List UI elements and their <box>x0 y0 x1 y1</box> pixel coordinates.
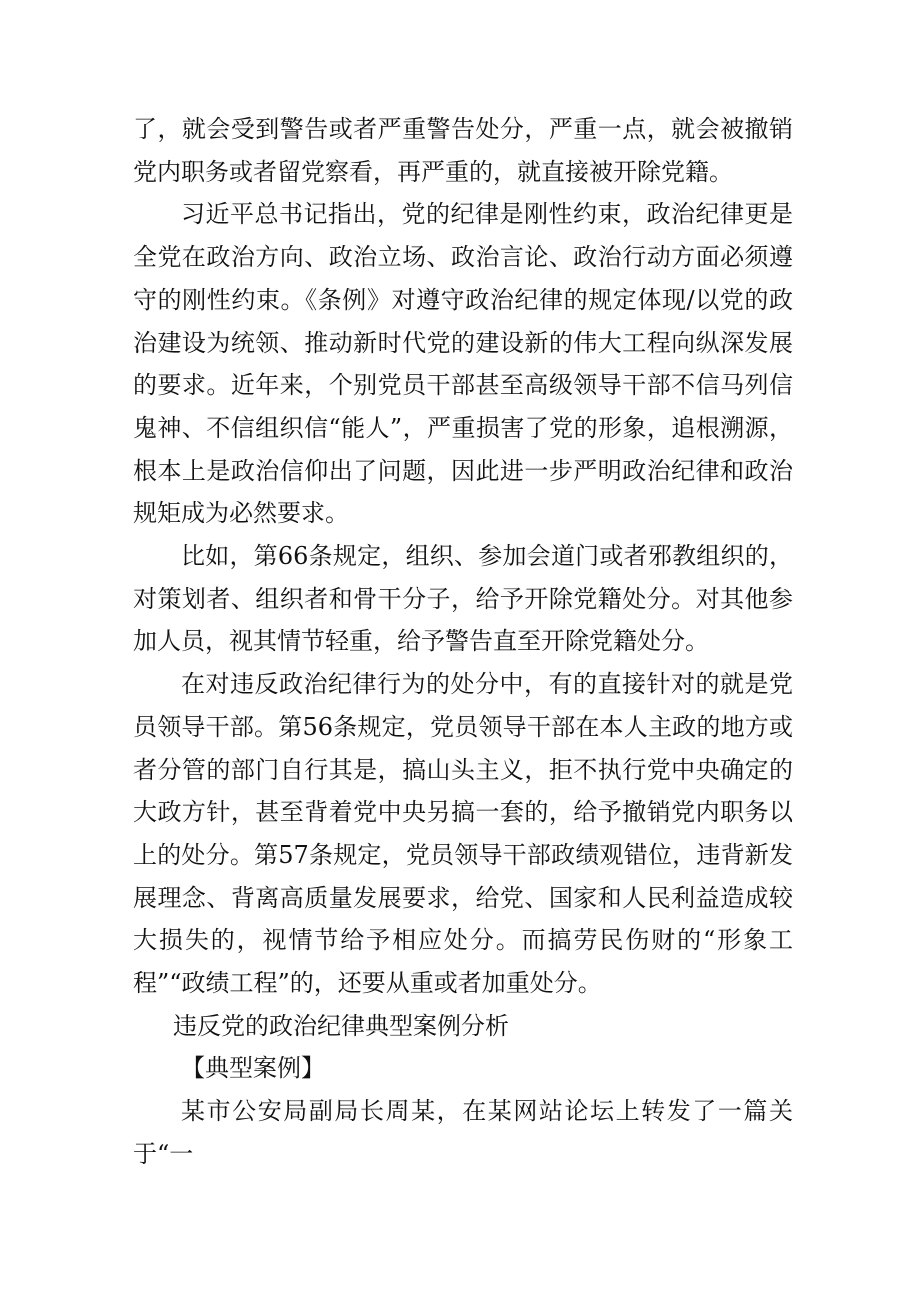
case-label: 【典型案例】 <box>181 1054 325 1083</box>
paragraph-article-66: 比如，第66条规定，组织、参加会道门或者邪教组织的，对策划者、组织者和骨干分子，给予开除党籍处分。对其他参加人员，视其情节轻重，给予警告直至开除党籍处分。 <box>133 542 793 656</box>
paragraph-case-text: 某市公安局副局长周某，在某网站论坛上转发了一篇关于“一 <box>133 1097 793 1168</box>
paragraph-continuation: 了，就会受到警告或者严重警告处分，严重一点，就会被撤销党内职务或者留党察看，再严重的，就直接被开除党籍。 <box>133 115 793 186</box>
document-body <box>133 108 793 1176</box>
paragraph-leading-cadres: 在对违反政治纪律行为的处分中，有的直接针对的就是党员领导干部。第56条规定，党员领导干部在本人主政的地方或者分管的部门自行其是，搞山头主义，拒不执行党中央确定的大政方针，甚至背着党中央另搞一套的，给予撤销党内职务以上的处分。第57条规定，党员领导干部政绩观错位，违背新发展理念、背离高质量发展要求，给党、国家和人民利益造成较大损失的，视情节给予相应处分。而搞劳民伤财的“形象工程”“政绩工程”的，还要从重或者加重处分。 <box>133 670 793 998</box>
paragraph-political-discipline: 习近平总书记指出，党的纪律是刚性约束，政治纪律更是全党在政治方向、政治立场、政治言论、政治行动方面必须遵守的刚性约束。《条例》对遵守政治纪律的规定体现/以党的政治建设为统领、推动新时代党的建设新的伟大工程向纵深发展的要求。近年来，个别党员干部甚至高级领导干部不信马列信鬼神、不信组织信“能人”，严重损害了党的形象，追根溯源，根本上是政治信仰出了问题，因此进一步严明政治纪律和政治规矩成为必然要求。 <box>133 200 793 528</box>
section-heading: 违反党的政治纪律典型案例分析 <box>173 1011 509 1040</box>
